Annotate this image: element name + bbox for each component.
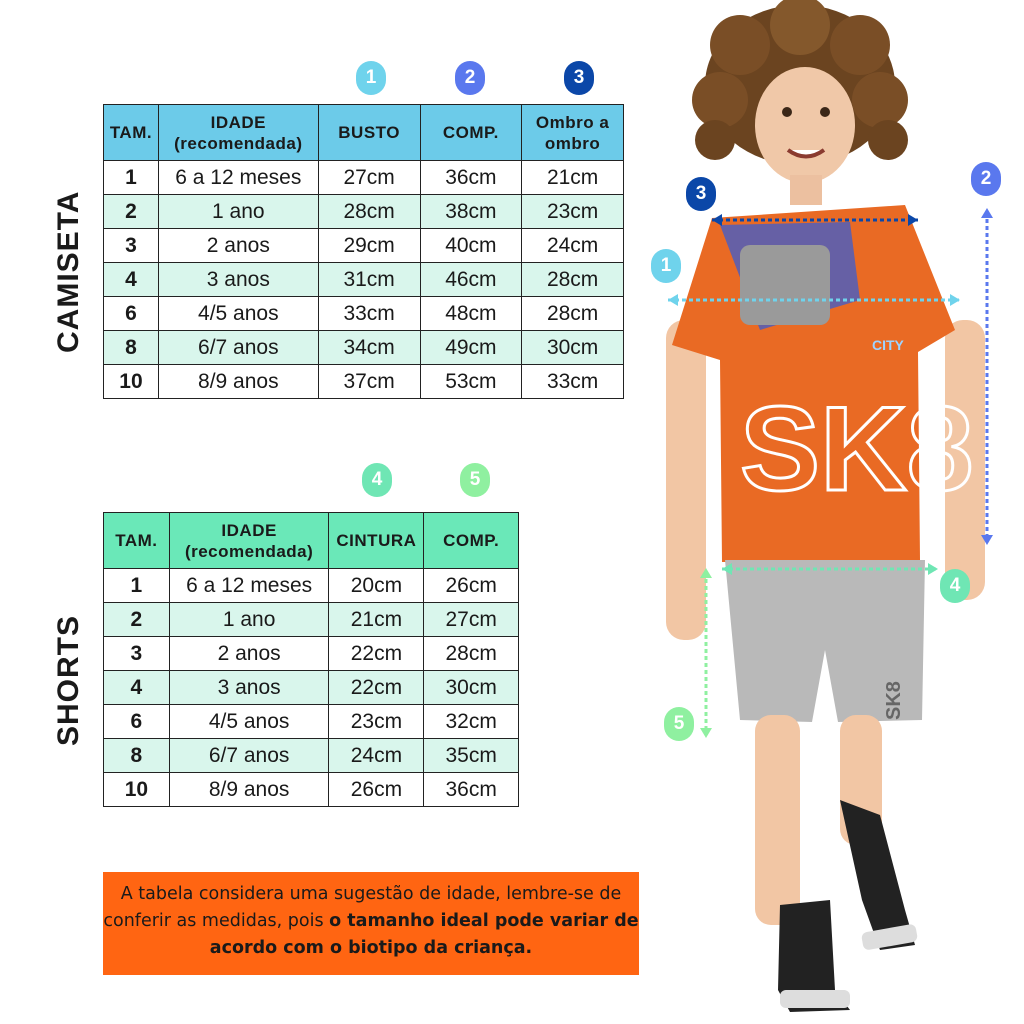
table-cell: 2 anos [169,637,329,671]
shirt-badge-1: 1 [356,61,386,95]
header-comp: COMP. [420,105,522,161]
table-cell: 28cm [318,195,420,229]
table-cell: 46cm [420,263,522,297]
figure-badge-4: 4 [940,569,970,603]
table-cell: 31cm [318,263,420,297]
table-cell: 6 a 12 meses [158,161,318,195]
tshirt-print-sk8: SK8 [740,382,974,516]
table-cell: 30cm [522,331,624,365]
table-row [104,297,624,331]
table-cell: 23cm [522,195,624,229]
table-row [104,705,519,739]
table-cell: 33cm [318,297,420,331]
figure-badge-1: 1 [651,249,681,283]
shirt-badge-3: 3 [564,61,594,95]
size-cell: 4 [104,263,159,297]
table-cell: 6/7 anos [169,739,329,773]
table-header-row [104,105,624,161]
size-cell: 1 [104,161,159,195]
size-cell: 10 [104,365,159,399]
table-cell: 27cm [318,161,420,195]
table-cell: 6 a 12 meses [169,569,329,603]
header-tam: TAM. [104,513,170,569]
table-cell: 26cm [424,569,519,603]
shorts-size-table [103,512,519,807]
table-cell: 28cm [522,297,624,331]
table-cell: 32cm [424,705,519,739]
table-cell: 3 anos [158,263,318,297]
camiseta-size-table [103,104,624,399]
table-row [104,773,519,807]
size-cell: 4 [104,671,170,705]
table-header-row [104,513,519,569]
size-cell: 6 [104,705,170,739]
table-cell: 37cm [318,365,420,399]
figure-badge-5: 5 [664,707,694,741]
note-bold-text: o tamanho ideal pode variar de acordo com o biotipo da criança. [209,911,639,958]
child-model-illustration [650,0,1024,1024]
sizing-note [103,872,639,975]
size-cell: 6 [104,297,159,331]
table-cell: 1 ano [169,603,329,637]
shorts [725,560,925,722]
size-cell: 8 [104,739,170,773]
table-cell: 28cm [424,637,519,671]
table-cell: 22cm [329,671,424,705]
table-cell: 4/5 anos [158,297,318,331]
left-leg [755,715,800,925]
table-cell: 36cm [424,773,519,807]
shorts-print: SK8 [883,681,905,720]
figure-badge-3: 3 [686,177,716,211]
size-cell: 10 [104,773,170,807]
table-cell: 26cm [329,773,424,807]
tshirt-print-city: CITY [872,337,904,353]
size-cell: 2 [104,195,159,229]
table-cell: 21cm [522,161,624,195]
table-cell: 34cm [318,331,420,365]
table-cell: 24cm [522,229,624,263]
left-arm [666,320,706,640]
size-cell: 3 [104,229,159,263]
header-tam: TAM. [104,105,159,161]
table-cell: 4/5 anos [169,705,329,739]
size-cell: 2 [104,603,170,637]
table-cell: 29cm [318,229,420,263]
shorts-badge-4: 4 [362,463,392,497]
table-cell: 38cm [420,195,522,229]
table-cell: 6/7 anos [158,331,318,365]
table-cell: 27cm [424,603,519,637]
table-row [104,739,519,773]
table-row [104,603,519,637]
header-idade: IDADE (recomendada) [158,105,318,161]
shirt-badge-2: 2 [455,61,485,95]
table-cell: 24cm [329,739,424,773]
table-row [104,331,624,365]
table-cell: 2 anos [158,229,318,263]
tshirt [672,205,973,562]
size-cell: 1 [104,569,170,603]
table-cell: 3 anos [169,671,329,705]
header-cintura: CINTURA [329,513,424,569]
table-cell: 20cm [329,569,424,603]
table-cell: 23cm [329,705,424,739]
size-cell: 8 [104,331,159,365]
table-row [104,195,624,229]
table-cell: 8/9 anos [158,365,318,399]
table-row [104,365,624,399]
camiseta-label: CAMISETA [52,190,85,353]
shorts-badge-5: 5 [460,463,490,497]
face [755,67,855,183]
table-row [104,671,519,705]
table-row [104,229,624,263]
table-row [104,263,624,297]
table-cell: 35cm [424,739,519,773]
table-cell: 22cm [329,637,424,671]
figure-badge-2: 2 [971,162,1001,196]
header-idade: IDADE (recomendada) [169,513,329,569]
table-row [104,637,519,671]
header-ombro: Ombro a ombro [522,105,624,161]
shorts-label: SHORTS [52,614,85,746]
table-row [104,569,519,603]
table-cell: 21cm [329,603,424,637]
table-cell: 40cm [420,229,522,263]
table-cell: 28cm [522,263,624,297]
table-cell: 49cm [420,331,522,365]
table-row [104,161,624,195]
note-plain-text: A tabela considera uma sugestão de idade, lembre-se de conferir as medidas, pois [103,884,622,931]
header-comp: COMP. [424,513,519,569]
header-busto: BUSTO [318,105,420,161]
table-cell: 1 ano [158,195,318,229]
table-cell: 53cm [420,365,522,399]
table-cell: 36cm [420,161,522,195]
table-cell: 8/9 anos [169,773,329,807]
size-cell: 3 [104,637,170,671]
table-cell: 30cm [424,671,519,705]
table-cell: 33cm [522,365,624,399]
table-cell: 48cm [420,297,522,331]
